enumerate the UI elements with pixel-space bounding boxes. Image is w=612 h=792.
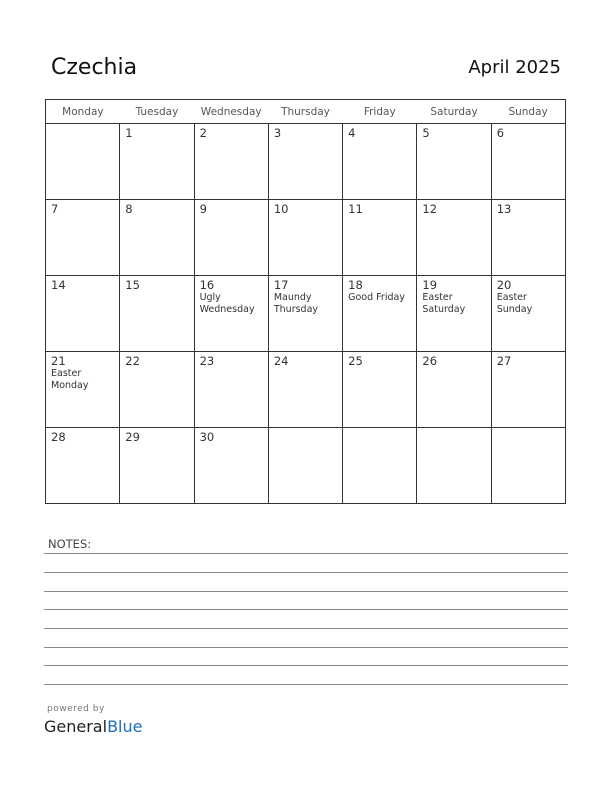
calendar-day-cell — [194, 428, 268, 504]
day-number: 15 — [125, 278, 140, 292]
day-number: 20 — [496, 278, 512, 292]
calendar-day-cell — [491, 200, 565, 276]
calendar-day-cell — [343, 200, 417, 276]
calendar-day-cell — [194, 124, 268, 200]
day-number: 30 — [199, 430, 215, 444]
calendar-day-cell — [417, 352, 491, 428]
weekday-saturday: Saturday — [417, 100, 491, 124]
holiday-label: Easter Sunday — [496, 292, 533, 315]
holiday-label: Maundy Thursday — [273, 292, 319, 315]
calendar-day-cell — [120, 428, 194, 504]
notes-line — [44, 684, 568, 685]
generalblue-logo — [44, 717, 142, 736]
day-number: 9 — [199, 202, 207, 216]
weekday-friday: Friday — [343, 100, 417, 124]
notes-line — [44, 572, 568, 573]
weekday-tuesday: Tuesday — [120, 100, 194, 124]
day-number: 2 — [199, 126, 207, 140]
day-number: 21 — [51, 354, 66, 368]
calendar-day-cell — [268, 428, 342, 504]
calendar-day-cell — [46, 352, 120, 428]
notes-line — [44, 665, 568, 666]
day-number: 7 — [51, 202, 59, 216]
calendar-day-cell — [120, 276, 194, 352]
holiday-label: Easter Monday — [51, 368, 89, 391]
day-number: 14 — [51, 278, 66, 292]
day-number: 29 — [125, 430, 140, 444]
notes-line — [44, 628, 568, 629]
calendar-day-cell — [268, 276, 342, 352]
calendar-day-cell — [343, 428, 417, 504]
calendar-day-cell — [120, 124, 194, 200]
weekday-monday: Monday — [46, 100, 120, 124]
day-number: 24 — [273, 354, 289, 368]
calendar-day-cell — [417, 276, 491, 352]
calendar-day-cell — [491, 428, 565, 504]
day-number: 19 — [422, 278, 438, 292]
calendar-day-cell — [194, 276, 268, 352]
day-number: 10 — [273, 202, 289, 216]
calendar-day-cell — [417, 428, 491, 504]
calendar-day-cell — [417, 200, 491, 276]
calendar-day-cell — [194, 200, 268, 276]
calendar-day-cell — [343, 124, 417, 200]
weekday-wednesday: Wednesday — [194, 100, 268, 124]
day-number: 27 — [496, 354, 512, 368]
calendar-day-cell — [120, 352, 194, 428]
day-number: 13 — [496, 202, 512, 216]
calendar-day-cell — [343, 276, 417, 352]
calendar-day-cell — [46, 124, 120, 200]
notes-label: NOTES: — [48, 537, 92, 551]
holiday-label: Good Friday — [348, 292, 405, 303]
weekday-sunday: Sunday — [491, 100, 565, 124]
notes-line — [44, 553, 568, 554]
calendar-day-cell — [46, 200, 120, 276]
notes-line — [44, 591, 568, 592]
calendar-day-cell — [46, 276, 120, 352]
calendar-grid — [45, 99, 566, 504]
holiday-label: Ugly Wednesday — [199, 292, 255, 315]
calendar-month-title: April 2025 — [468, 57, 561, 78]
calendar-day-cell — [194, 352, 268, 428]
holiday-label: Easter Saturday — [422, 292, 466, 315]
day-number: 28 — [51, 430, 66, 444]
day-number: 8 — [125, 202, 133, 216]
calendar-country-title: Czechia — [51, 55, 138, 80]
notes-line — [44, 609, 568, 610]
calendar-day-cell — [46, 428, 120, 504]
calendar-day-cell — [491, 352, 565, 428]
calendar-day-cell — [491, 124, 565, 200]
brand-general: General — [44, 717, 108, 736]
day-number: 16 — [199, 278, 215, 292]
day-number: 18 — [348, 278, 363, 292]
day-number: 4 — [348, 126, 356, 140]
calendar-day-cell — [343, 352, 417, 428]
calendar-week-row — [46, 124, 566, 200]
calendar-day-cell — [268, 124, 342, 200]
powered-by-text: powered by — [47, 704, 105, 714]
day-number: 17 — [273, 278, 289, 292]
weekday-thursday: Thursday — [268, 100, 342, 124]
calendar-week-row — [46, 276, 566, 352]
calendar-week-row — [46, 352, 566, 428]
day-number: 12 — [422, 202, 438, 216]
day-number: 22 — [125, 354, 140, 368]
calendar-week-row — [46, 200, 566, 276]
calendar-day-cell — [268, 200, 342, 276]
notes-line — [44, 647, 568, 648]
day-number: 5 — [422, 126, 430, 140]
day-number: 6 — [496, 126, 505, 140]
calendar-week-row — [46, 428, 566, 504]
brand-blue: Blue — [107, 717, 143, 736]
calendar-day-cell — [120, 200, 194, 276]
day-number: 25 — [348, 354, 363, 368]
day-number: 11 — [348, 202, 363, 216]
calendar-day-cell — [491, 276, 565, 352]
calendar-day-cell — [268, 352, 342, 428]
day-number: 23 — [199, 354, 215, 368]
day-number: 1 — [125, 126, 133, 140]
day-number: 3 — [273, 126, 282, 140]
day-number: 26 — [422, 354, 438, 368]
weekday-header-row — [46, 100, 566, 124]
calendar-day-cell — [417, 124, 491, 200]
